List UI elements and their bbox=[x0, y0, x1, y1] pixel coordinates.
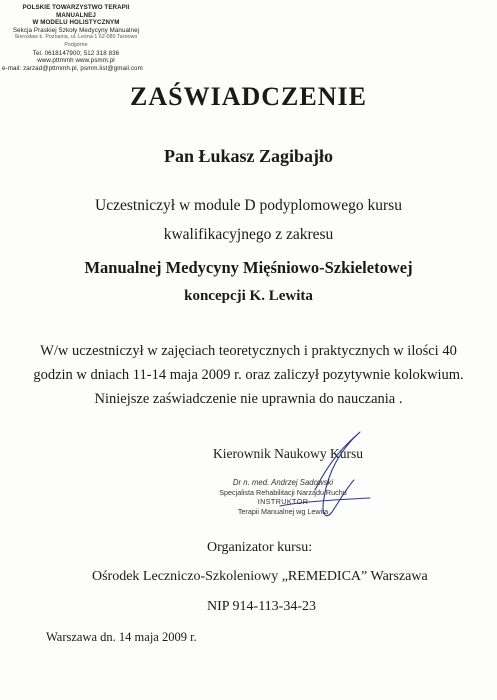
organizer-name: Ośrodek Leczniczo-Szkoleniowy „REMEDICA” Warszawa bbox=[92, 569, 428, 584]
signatory-role: Kierownik Naukowy Kursu bbox=[213, 446, 363, 461]
stamp-line: W MODELU HOLISTYCZNYM bbox=[32, 19, 120, 27]
certificate-title: ZAŚWIADCZENIE bbox=[130, 82, 367, 111]
stamp-line: Sekcja Praskiej Szkoły Medycyny Manualnej bbox=[12, 26, 140, 34]
signatory-stamp-line: INSTRUKTOR bbox=[257, 497, 309, 507]
stamp-line: Tel. 0618147900; 512 318 836 bbox=[32, 49, 120, 57]
stamp-line: www.pttmmh www.psmm.pl bbox=[37, 57, 115, 65]
details-line-2: godzin w dniach 11-14 maja 2009 r. oraz zaliczył pozytywnie kolokwium. bbox=[33, 367, 464, 383]
details-line-3: Niniejsze zaświadczenie nie uprawnia do nauczania . bbox=[94, 391, 403, 407]
organization-stamp bbox=[2, 4, 146, 72]
signatory-stamp-name: Dr n. med. Andrzej Sadowski bbox=[232, 478, 334, 487]
course-name-line-2: koncepcji K. Lewita bbox=[184, 288, 313, 304]
place-and-date: Warszawa dn. 14 maja 2009 r. bbox=[46, 630, 197, 644]
stamp-line: e-mail: zarzad@pttmmh.pl, psmm.list@gmail.com bbox=[2, 64, 143, 72]
course-name-line-1: Manualnej Medycyny Mięśniowo-Szkieletowej bbox=[84, 258, 413, 277]
tax-id: NIP 914-113-34-23 bbox=[207, 599, 317, 614]
signatory-stamp bbox=[212, 478, 354, 516]
intro-text-line-2: kwalifikacyjnego z zakresu bbox=[163, 226, 334, 243]
signatory-stamp-line: Terapii Manualnej wg Lewita bbox=[237, 506, 329, 516]
intro-text-line-1: Uczestniczył w module D podyplomowego kursu bbox=[95, 197, 402, 214]
recipient-name: Pan Łukasz Zagibajło bbox=[163, 146, 334, 166]
organizer-label: Organizator kursu: bbox=[207, 540, 313, 555]
signatory-stamp-line: Specjalista Rehabilitacji Narządu Ruchu bbox=[219, 487, 347, 497]
stamp-line: POLSKIE TOWARZYSTWO TERAPII MANUALNEJ bbox=[22, 4, 130, 19]
details-line-1: W/w uczestniczył w zajęciach teoretycznych i praktycznych w ilości 40 bbox=[40, 343, 457, 359]
stamp-line: Sierosław k. Poznania, ul. Leśna 1 62-080 Tarnowo Podgórne bbox=[14, 34, 138, 48]
